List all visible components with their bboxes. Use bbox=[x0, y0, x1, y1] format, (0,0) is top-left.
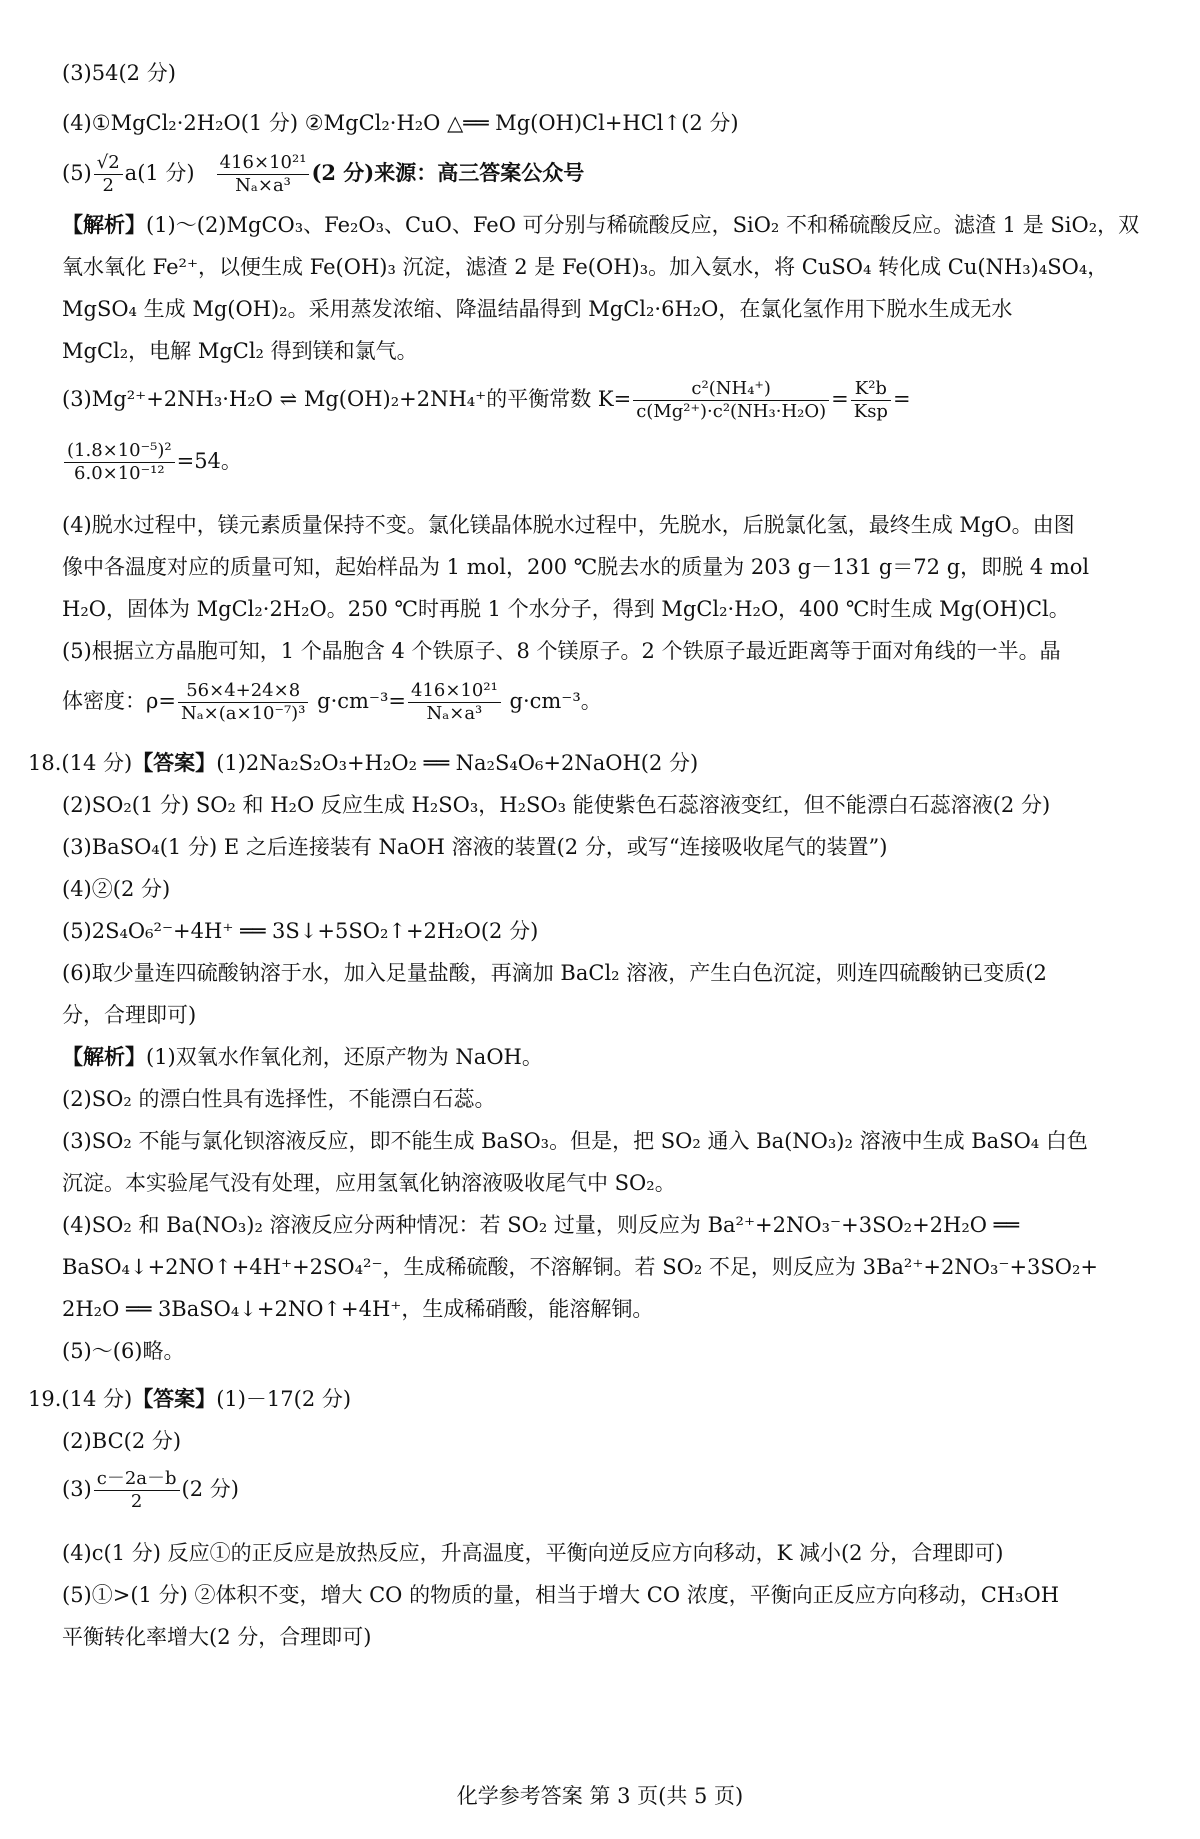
fraction: $\frac{\text{K²b}}{\text{Ksp}}$ bbox=[851, 378, 891, 423]
fraction: $\frac{\text{416×10²¹}}{\text{Nₐ×a³}}$ bbox=[408, 680, 501, 725]
q17-analysis-line-1: 【解析】(1)～(2)MgCO₃、Fe₂O₃、CuO、FeO 可分别与稀硫酸反应，SiO₂ 不和稀硫酸反应。滤渣 1 是 SiO₂，双 bbox=[62, 212, 1140, 237]
fraction: $\frac{c-2a-b}{2}$ bbox=[94, 1468, 180, 1513]
fraction: $\frac{\text{416×10²¹}}{\text{Nₐ×a³}}$ bbox=[217, 152, 310, 197]
q17-equilibrium-result: $\frac{\text{(1.8×10⁻⁵)²}}{\text{6.0×10⁻¹²}}$ =54。 bbox=[62, 440, 242, 485]
q18-analysis-4b: BaSO₄↓+2NO↑+4H⁺+2SO₄²⁻，生成稀硫酸，不溶解铜。若 SO₂ 不足，则反应为 3Ba²⁺+2NO₃⁻+3SO₂+ bbox=[62, 1255, 1099, 1279]
q18-header: 18.(14 分)【答案】(1)2Na₂S₂O₃+H₂O₂ ══ Na₂S₄O₆+2NaOH(2 分) bbox=[28, 750, 699, 775]
q18-answer-6a: (6)取少量连四硫酸钠溶于水，加入足量盐酸，再滴加 BaCl₂ 溶液，产生白色沉淀，则连四硫酸钠已变质(2 bbox=[62, 961, 1047, 985]
q17-analysis-line-9: H₂O，固体为 MgCl₂·2H₂O。250 ℃时再脱 1 个水分子，得到 MgCl₂·H₂O，400 ℃时生成 Mg(OH)Cl。 bbox=[62, 597, 1070, 621]
page-footer: 化学参考答案 第 3 页(共 5 页) bbox=[456, 1784, 744, 1808]
q18-answer-2: (2)SO₂(1 分) SO₂ 和 H₂O 反应生成 H₂SO₃，H₂SO₃ 能使紫色石蕊溶液变红，但不能漂白石蕊溶液(2 分) bbox=[62, 793, 1051, 817]
fraction: $\frac{\text{c²(NH₄⁺)}}{\text{c(Mg²⁺)·c²(NH₃·H₂O)}}$ bbox=[633, 378, 829, 423]
source-note: (2 分)来源：高三答案公众号 bbox=[311, 160, 585, 185]
q18-analysis-2: (2)SO₂ 的漂白性具有选择性，不能漂白石蕊。 bbox=[62, 1087, 496, 1111]
q18-answer-3: (3)BaSO₄(1 分) E 之后连接装有 NaOH 溶液的装置(2 分，或写“连接吸收尾气的装置”) bbox=[62, 835, 888, 859]
q18-analysis-4c: 2H₂O ══ 3BaSO₄↓+2NO↑+4H⁺，生成稀硝酸，能溶解铜。 bbox=[62, 1297, 654, 1321]
q18-analysis-1: 【解析】(1)双氧水作氧化剂，还原产物为 NaOH。 bbox=[62, 1044, 543, 1069]
analysis-label: 【解析】 bbox=[62, 1044, 146, 1069]
q17-answer-4: (4)①MgCl₂·2H₂O(1 分) ②MgCl₂·H₂O △══ Mg(OH)Cl+HCl↑(2 分) bbox=[62, 111, 739, 135]
q19-answer-5a: (5)①>(1 分) ②体积不变，增大 CO 的物质的量，相当于增大 CO 浓度，平衡向正反应方向移动，CH₃OH bbox=[62, 1583, 1060, 1607]
answer-label: 【答案】 bbox=[132, 750, 217, 775]
q19-answer-3: (3) $\frac{c-2a-b}{2}$ (2 分) bbox=[62, 1468, 239, 1512]
q17-analysis-line-7: (4)脱水过程中，镁元素质量保持不变。氯化镁晶体脱水过程中，先脱水，后脱氯化氢，最终生成 MgO。由图 bbox=[62, 513, 1075, 537]
q18-answer-6b: 分，合理即可) bbox=[62, 1003, 197, 1027]
answer-label: 【答案】 bbox=[132, 1386, 217, 1411]
q17-crystal-density: 体密度：ρ= $\frac{56\times 4+24\times 8}{\text{Nₐ×(a×10⁻⁷)³}}$ g·cm⁻³= $\frac{\text{416×10²¹}}{\text{Nₐ×a³}}$ g·cm⁻³。 bbox=[62, 680, 602, 724]
q17-analysis-line-4: MgCl₂，电解 MgCl₂ 得到镁和氯气。 bbox=[62, 339, 418, 363]
q19-header: 19.(14 分)【答案】(1)－17(2 分) bbox=[28, 1386, 352, 1411]
q17-analysis-line-10: (5)根据立方晶胞可知，1 个晶胞含 4 个铁原子、8 个镁原子。2 个铁原子最近距离等于面对角线的一半。晶 bbox=[62, 639, 1061, 663]
fraction: $\frac{56\times 4+24\times 8}{\text{Nₐ×(a×10⁻⁷)³}}$ bbox=[178, 680, 308, 725]
q17-a5-prefix: (5) bbox=[62, 161, 92, 185]
q18-analysis-5: (5)～(6)略。 bbox=[62, 1339, 185, 1363]
q17-analysis-line-8: 像中各温度对应的质量可知，起始样品为 1 mol，200 ℃脱去水的质量为 203 g－131 g＝72 g，即脱 4 mol bbox=[62, 555, 1090, 579]
q18-answer-4: (4)②(2 分) bbox=[62, 877, 171, 901]
fraction: $\frac{\text{(1.8×10⁻⁵)²}}{\text{6.0×10⁻¹²}}$ bbox=[64, 440, 175, 485]
analysis-label: 【解析】 bbox=[62, 212, 146, 237]
q17-answer-5 bbox=[62, 152, 584, 197]
q17-a5-mid: a(1 分) bbox=[124, 161, 195, 185]
q18-analysis-3a: (3)SO₂ 不能与氯化钡溶液反应，即不能生成 BaSO₃。但是，把 SO₂ 通入 Ba(NO₃)₂ 溶液中生成 BaSO₄ 白色 bbox=[62, 1129, 1088, 1153]
q18-analysis-4a: (4)SO₂ 和 Ba(NO₃)₂ 溶液反应分两种情况：若 SO₂ 过量，则反应为 Ba²⁺+2NO₃⁻+3SO₂+2H₂O ══ bbox=[62, 1213, 1019, 1237]
q19-answer-2: (2)BC(2 分) bbox=[62, 1429, 182, 1453]
q17-analysis-line-2: 氧水氧化 Fe²⁺，以便生成 Fe(OH)₃ 沉淀，滤渣 2 是 Fe(OH)₃。加入氨水，将 CuSO₄ 转化成 Cu(NH₃)₄SO₄， bbox=[62, 255, 1109, 279]
q18-analysis-3b: 沉淀。本实验尾气没有处理，应用氢氧化钠溶液吸收尾气中 SO₂。 bbox=[62, 1171, 676, 1195]
q19-answer-4: (4)c(1 分) 反应①的正反应是放热反应，升高温度，平衡向逆反应方向移动，K 减小(2 分，合理即可) bbox=[62, 1541, 1004, 1565]
q18-answer-5: (5)2S₄O₆²⁻+4H⁺ ══ 3S↓+5SO₂↑+2H₂O(2 分) bbox=[62, 919, 539, 943]
fraction: $\frac{√2}{2}$ bbox=[94, 152, 123, 197]
q19-answer-5b: 平衡转化率增大(2 分，合理即可) bbox=[62, 1625, 372, 1649]
q17-answer-3: (3)54(2 分) bbox=[62, 61, 176, 85]
q17-analysis-line-3: MgSO₄ 生成 Mg(OH)₂。采用蒸发浓缩、降温结晶得到 MgCl₂·6H₂O，在氯化氢作用下脱水生成无水 bbox=[62, 297, 1013, 321]
q17-equilibrium-constant: (3)Mg²⁺+2NH₃·H₂O ⇌ Mg(OH)₂+2NH₄⁺的平衡常数 K= $\frac{\text{c²(NH₄⁺)}}{\text{c(Mg²⁺)·c²(NH₃·H₂O)}}$ = $\frac{\text{K²b}}{\text{Ksp}}$ = bbox=[62, 378, 911, 422]
